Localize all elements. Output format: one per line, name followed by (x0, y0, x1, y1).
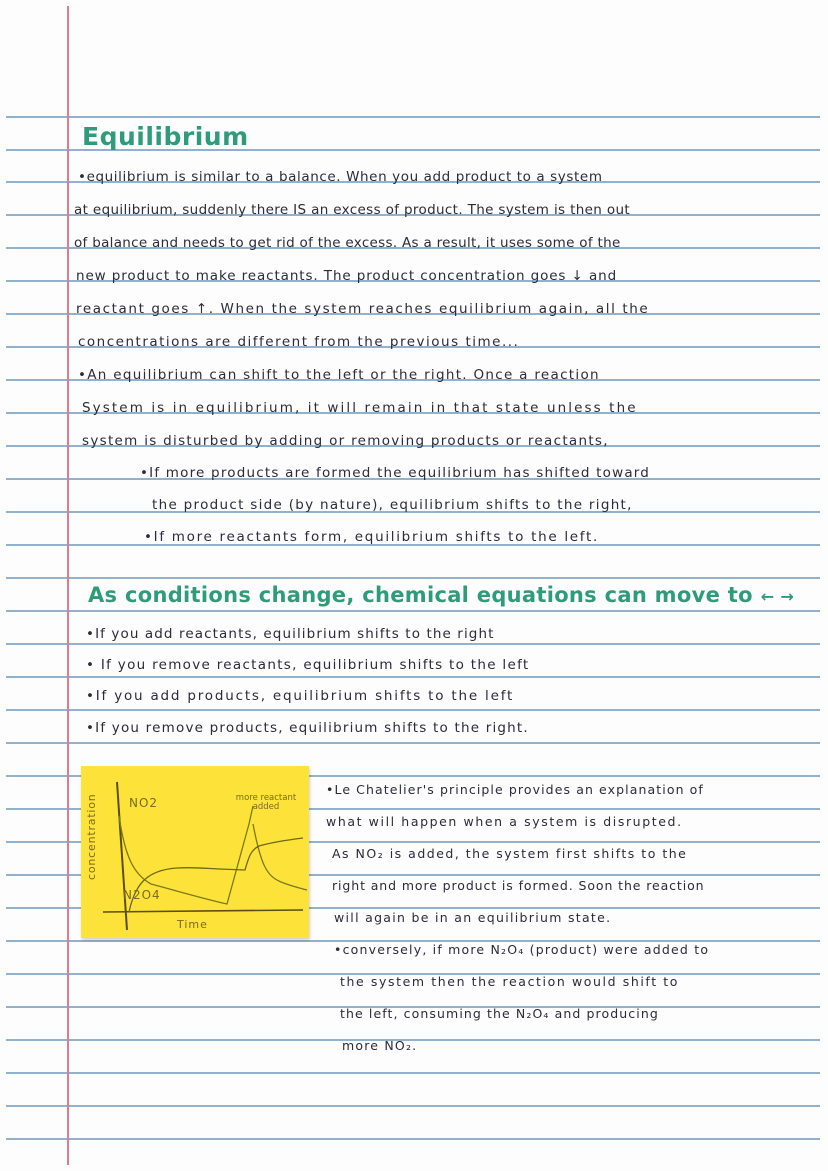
rule-line (6, 742, 820, 744)
note-line: concentrations are different from the previous time... (78, 334, 520, 350)
note-line: what will happen when a system is disrupted. (326, 814, 683, 829)
bullet-item: • If you remove reactants, equilibrium shifts to the left (86, 657, 530, 673)
graph-ylabel: concentration (85, 793, 98, 880)
margin-line (67, 6, 69, 1165)
graph-label-n2o4: N2O4 (123, 888, 161, 902)
sticky-note-graph (81, 766, 309, 938)
note-line: •conversely, if more N₂O₄ (product) were added to (334, 942, 710, 957)
bullet-item: •If you remove products, equilibrium shifts to the right. (86, 720, 529, 736)
note-line: the left, consuming the N₂O₄ and producing (340, 1006, 659, 1021)
note-line: right and more product is formed. Soon the reaction (332, 878, 705, 893)
rule-line (6, 709, 820, 711)
section-title-equilibrium: Equilibrium (82, 122, 249, 151)
concentration-time-graph (81, 766, 309, 938)
graph-label-no2: NO2 (129, 796, 159, 810)
note-line: •Le Chatelier's principle provides an explanation of (326, 782, 704, 797)
rule-line (6, 116, 820, 118)
rule-line (6, 1072, 820, 1074)
note-line: more NO₂. (342, 1038, 418, 1053)
rule-line (6, 676, 820, 678)
note-line: •An equilibrium can shift to the left or the right. Once a reaction (78, 367, 600, 383)
note-line: the system then the reaction would shift to (340, 974, 680, 989)
sub-bullet: the product side (by nature), equilibrium shifts to the right, (152, 497, 633, 513)
rule-line (6, 1138, 820, 1140)
rule-line (6, 643, 820, 645)
arrow-left-icon: ← (760, 587, 775, 606)
section-title-text: As conditions change, chemical equations can move to (88, 583, 753, 607)
arrow-right-icon: → (780, 587, 795, 606)
bullet-item: •If you add products, equilibrium shifts to the left (86, 688, 515, 704)
note-line: System is in equilibrium, it will remain in that state unless the (82, 400, 638, 416)
note-line: at equilibrium, suddenly there IS an excess of product. The system is then out (74, 202, 630, 218)
graph-annotation: more reactant added (235, 793, 297, 812)
note-line: new product to make reactants. The product concentration goes ↓ and (76, 268, 618, 284)
graph-xlabel: Time (177, 918, 208, 931)
bullet-item: •If you add reactants, equilibrium shifts to the right (86, 626, 495, 642)
sub-bullet: •If more products are formed the equilibrium has shifted toward (140, 465, 651, 481)
rule-line (6, 1105, 820, 1107)
note-line: reactant goes ↑. When the system reaches equilibrium again, all the (76, 301, 650, 317)
sub-bullet: •If more reactants form, equilibrium shifts to the left. (144, 529, 599, 545)
rule-line (6, 577, 820, 579)
note-line: of balance and needs to get rid of the excess. As a result, it uses some of the (74, 235, 621, 251)
note-line: •equilibrium is similar to a balance. When you add product to a system (78, 169, 603, 185)
note-line: system is disturbed by adding or removing products or reactants, (82, 433, 609, 449)
section-title-conditions (88, 583, 794, 607)
note-line: As NO₂ is added, the system first shifts to the (332, 846, 688, 861)
rule-line (6, 610, 820, 612)
note-line: will again be in an equilibrium state. (334, 910, 612, 925)
